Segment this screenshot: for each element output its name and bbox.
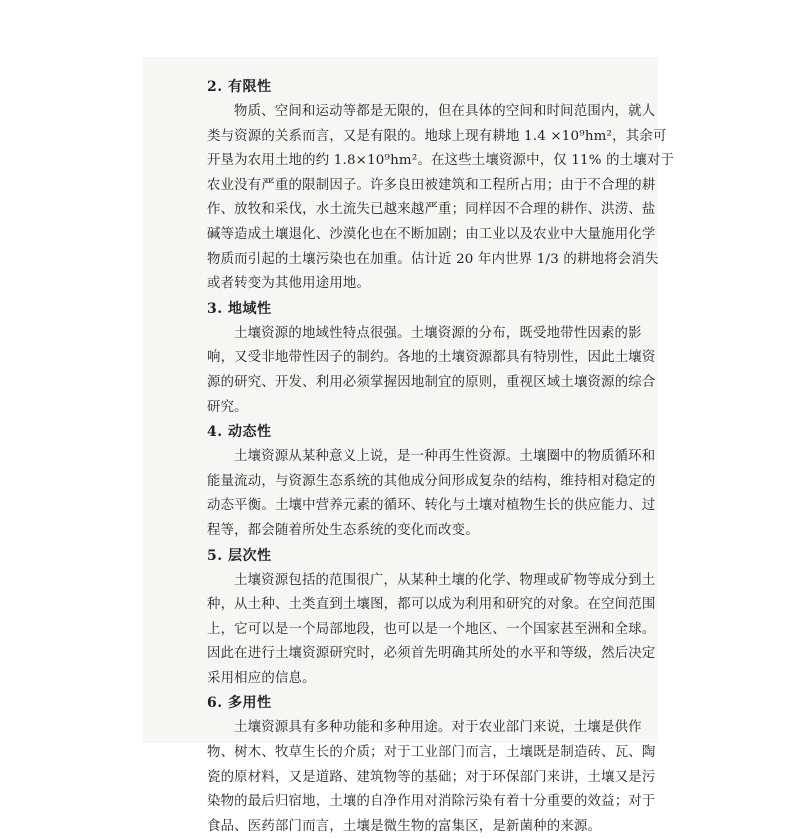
text-line: 响，又受非地带性因子的制约。各地的土壤资源都具有特別性，因此土壤资 bbox=[207, 350, 656, 366]
text-line: 源的研究、开发、利用必须掌握因地制宜的原则，重视区域土壤资源的综合 bbox=[207, 374, 656, 390]
text-line: 物质、空间和运动等都是无限的，但在具体的空间和时间范围内，就人 bbox=[234, 104, 656, 119]
text-line: 土壤资源具有多种功能和多种用途。对于农业部门来说，土壤是供作 bbox=[234, 720, 642, 736]
section-heading: 4. 动态性 bbox=[207, 424, 272, 441]
text-line: 程等，都会随着所处生态系统的变化而改变。 bbox=[207, 522, 479, 538]
text-line: 碱等造成土壤退化、沙漠化也在不断加剧；由工业以及农业中大量施用化学 bbox=[207, 226, 656, 242]
text-line: 土壤资源从某种意义上说，是一种再生性资源。土壤圈中的物质循环和 bbox=[234, 449, 656, 465]
section-paragraph bbox=[207, 569, 656, 692]
section-dynamic bbox=[207, 420, 656, 543]
text-line: 瓷的原材料，又是道路、建筑物等的基础；对于环保部门来讲，土壤又是污 bbox=[207, 769, 656, 785]
text-line: 类与资源的关系而言，又是有限的。地球上现有耕地 1.4 ×10⁹hm²，其余可 bbox=[207, 128, 667, 144]
section-multiuse bbox=[207, 691, 656, 839]
text-line: 动态平衡。土壤中营养元素的循环、转化与土壤对植物生长的供应能力、过 bbox=[207, 498, 656, 514]
text-line: 上，它可以是一个局部地段，也可以是一个地区、一个国家甚至洲和全球。 bbox=[207, 621, 656, 637]
text-line: 作、放牧和采伐，水土流失已越来越严重；同样因不合理的耕作、洪涝、盐 bbox=[207, 202, 656, 218]
text-line: 农业没有严重的限制因子。许多良田被建筑和工程所占用；由于不合理的耕 bbox=[207, 177, 656, 193]
page-content bbox=[207, 75, 675, 839]
text-line: 物质而引起的土壤污染也在加重。估计近 20 年内世界 1/3 的耕地将会消失 bbox=[207, 251, 659, 267]
section-hierarchy bbox=[207, 544, 656, 692]
text-line: 土壤资源包括的范围很广，从某种土壤的化学、物理或矿物等成分到土 bbox=[234, 572, 656, 588]
text-line: 种，从土种、土类直到土壤图，都可以成为利用和研究的对象。在空间范围 bbox=[207, 597, 656, 613]
document-page bbox=[143, 57, 675, 834]
section-heading: 6. 多用性 bbox=[207, 695, 272, 712]
section-limited bbox=[207, 75, 675, 297]
section-paragraph bbox=[207, 445, 656, 543]
text-line: 染物的最后归宿地，土壤的自净作用对消除污染有着十分重要的效益；对于 bbox=[207, 794, 656, 810]
section-paragraph bbox=[207, 100, 675, 297]
text-line: 因此在进行土壤资源研究时，必须首先明确其所处的水平和等级，然后决定 bbox=[207, 646, 656, 662]
section-paragraph bbox=[207, 322, 656, 420]
section-regional bbox=[207, 297, 656, 420]
section-heading: 2. 有限性 bbox=[207, 79, 272, 95]
text-line: 开垦为农用土地的约 1.8×10⁹hm²。在这些土壤资源中，仅 11% 的土壤对于 bbox=[207, 153, 675, 169]
text-line: 采用相应的信息。 bbox=[207, 670, 316, 686]
text-line: 能量流动，与资源生态系统的其他成分间形成复杂的结构，维持相对稳定的 bbox=[207, 473, 656, 489]
text-line: 研究。 bbox=[207, 399, 248, 415]
text-line: 物、树木、牧草生长的介质；对于工业部门而言，土壤既是制造砖、瓦、陶 bbox=[207, 745, 656, 761]
section-heading: 5. 层次性 bbox=[207, 547, 272, 564]
section-paragraph bbox=[207, 716, 656, 839]
text-line: 或者转变为其他用途用地。 bbox=[207, 276, 371, 292]
section-heading: 3. 地域性 bbox=[207, 300, 272, 317]
text-line: 食品、医药部门而言，土壤是微生物的富集区，是新菌种的来源。 bbox=[207, 818, 602, 834]
text-line: 土壤资源的地域性特点很强。土壤资源的分布，既受地带性因素的影 bbox=[234, 325, 642, 341]
